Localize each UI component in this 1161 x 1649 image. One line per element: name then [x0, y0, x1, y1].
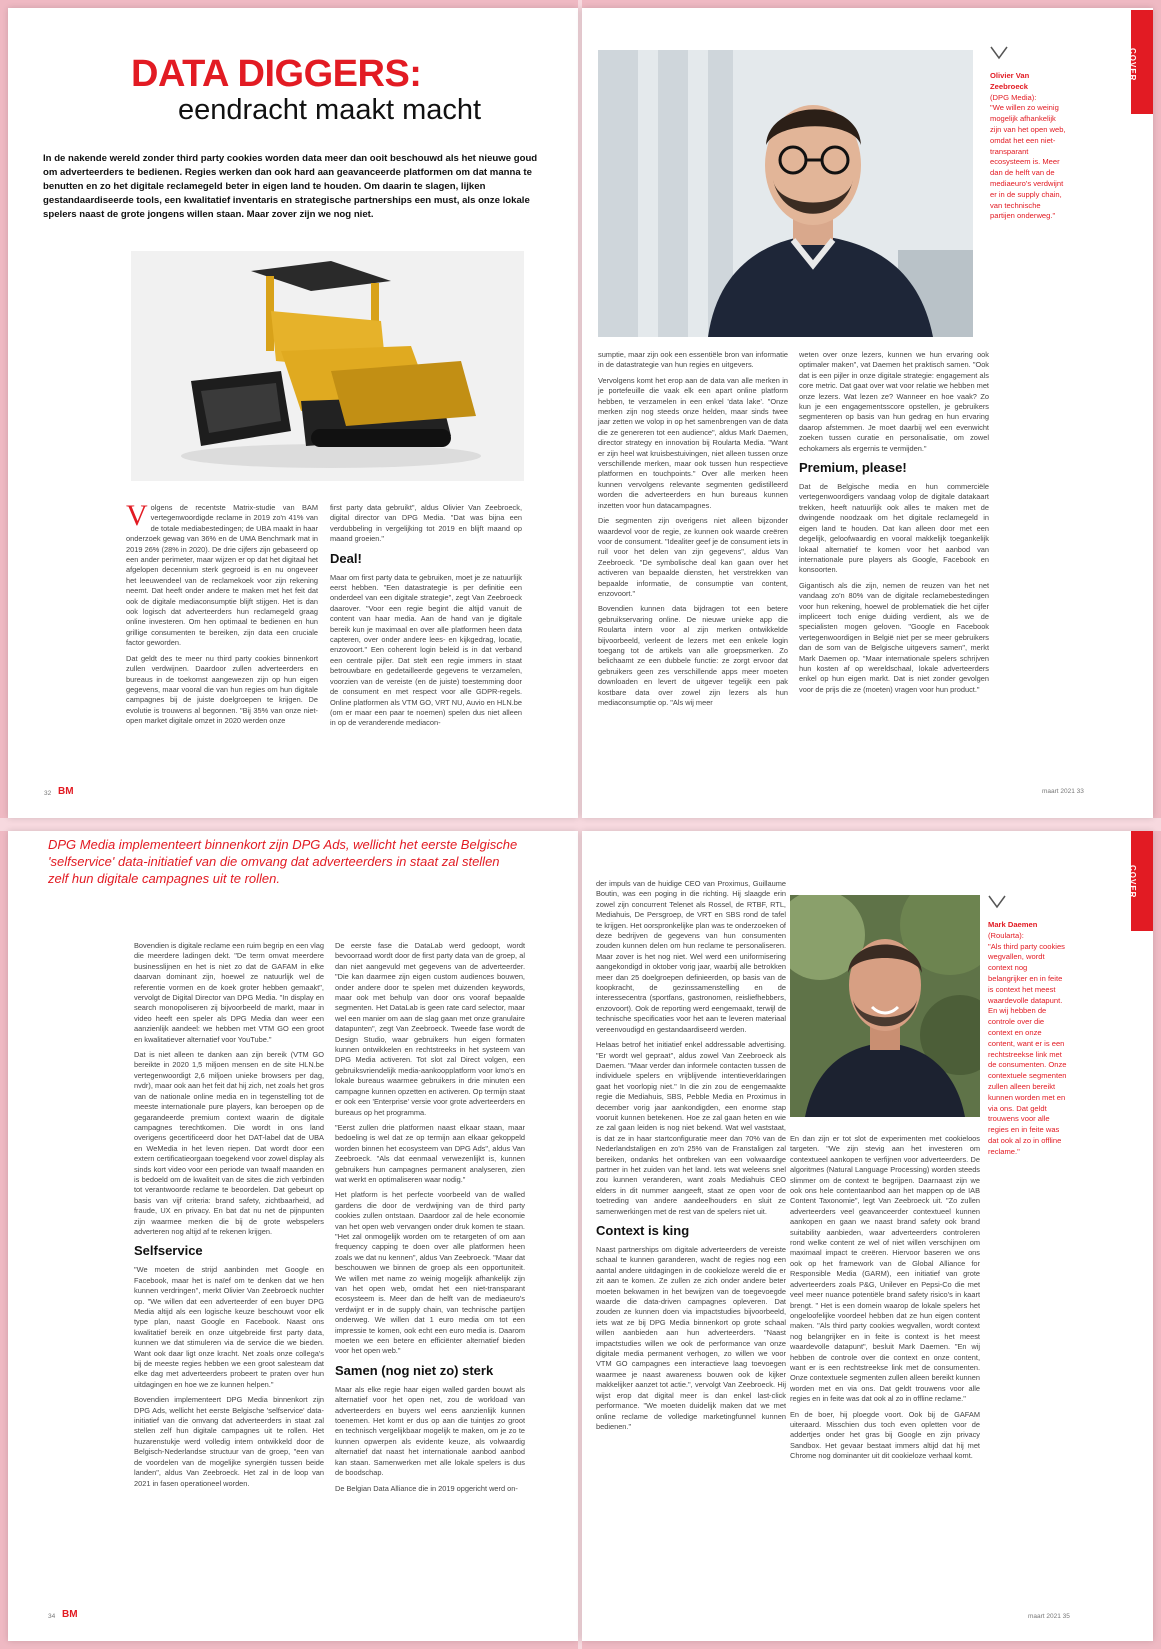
paragraph: Naast partnerships om digitale adverteerders de vereiste schaal te kunnen garanderen, wacht de regies nog een aantal andere uitdagingen in de cookieloze wereld die er zit aan te komen. Ze zullen ze zich onder andere beter moeten bekwamen in het bewijzen van de toegevoegde waarde die data-driven campagnes opleveren. Dat zouden ze kunnen doen via impactstudies bijvoorbeeld, iets wat ze bij DPG Media binnenkort op grote schaal willen aanbieden aan hun adverteerders. "Naast impactstudies willen we ook de performance van onze digitale media permanent verhogen, zo willen we voor VTM GO campagnes een interactieve laag toevoegen waarmee je naast awareness bouwen ook de kijker makkelijker aanzet tot actie.", vervolgt Van Zeebroeck. Hij wijst erop dat digital meer is dan enkel last-click performance. "We moeten duidelijk maken dat we met online reclame de volledige marketingfunnel kunnen bedienen." [596, 1245, 786, 1431]
quote-name: Mark Daemen [988, 920, 1038, 929]
page-35 [582, 831, 1153, 1641]
section-tab [1128, 831, 1153, 931]
section-heading: Premium, please! [799, 460, 907, 476]
text-column-2 [790, 1134, 980, 1467]
paragraph: Die segmenten zijn overigens niet alleen bijzonder waardevol voor de regie, ze kunnen ook waarde creëren voor de consument. "Idealiter geef je de consument iets in ruil voor het delen van zijn gegevens", aldus Van Zeebroeck. "De symbolische deal kan gaan over het activeren van bepaalde diensten, het verstrekken van bepaalde informatie, de consumptie van content, enzovoort." [598, 516, 788, 598]
pull-quote [988, 920, 1068, 1158]
text-column-1 [598, 350, 788, 713]
paragraph: De eerste fase die DataLab werd gedoopt, wordt bevoorraad wordt door de first party data van de groep, al dan niet aangevuld met gegevens van de adverteerder. "Die kan daarmee zijn eigen custom audiences bouwen, onder andere door te spelen met duizenden keywords, maar ook met behulp van door ons vooraf bepaalde segmenten. Het DataLab is geen rate card selector, maar wel een manier om aan de slag gaan met onze granulaire datapunten", zegt Van Zeebroeck. Tweede fase wordt de Design Studio, waar gebruikers hun eigen formaten kunnen ontwikkelen en rechtstreeks in het systeem van DPG Media activeren. Tot slot zal Direct volgen, een gebruiksvriendelijk media-aankoopplatform voor kmo's en lokale bureaus waarmee gebruikers in drie minuten een campagne kunnen opzetten en activeren. Op termijn staat er ook een 'Enterprise' versie voor grote adverteerders en bureaus op het programma. [335, 941, 525, 1117]
section-heading: Samen (nog niet zo) sterk [335, 1362, 494, 1378]
section-heading: Context is king [596, 1223, 690, 1238]
paragraph: Dat is niet alleen te danken aan zijn bereik (VTM GO bereikte in 2020 1,5 miljoen mensen en de site HLN.be vertegenwoordigt 2,6 miljoen unieke browsers per dag, nvdr), maar ook aan het feit dat hij zich, net zoals het gros van de nationale online media en in tegenstelling tot de meeste internationale pure players, kan beroepen op de gegarandeerde premium context waarin de digitale campagnes terechtkomen. Die wordt in ons land overigens gecertificeerd door het DAT-label dat de UBA en WeMedia in het leven riepen. Dat wordt door een extern certificatieorgaan toegekend voor zowel display als sinds kort video voor een periode van twaalf maanden en is bedoeld om de kwaliteit van de sites die zich verbinden tot verantwoorde reclame te beoordelen. Dat gebeurt op basis van vijf criteria: brand safety, zichtbaarheid, ad fraude, UX en privacy. En bat dat nu net de pijnpunten zijn waarmee merken die bij de grote webspelers adverteren nog altijd af te rekenen krijgen. [134, 1050, 324, 1236]
quote-name: Olivier Van Zeebroeck [990, 71, 1030, 91]
paragraph: Bovendien is digitale reclame een ruim begrip en een vlag die meerdere ladingen dekt. "De term omvat meerdere businesslijnen en het is niet zo dat de GAFAM in elke daarvan dominant zijn, hoewel ze natuurlijk wel de referentie vormen en de koek groter hebben gemaakt", vervolgt de Digital Director van DPG Media. "In display en search monopoliseren zij bijvoorbeeld de markt, maar in video heeft een speler als DPG Media dan weer een aanzienlijk aandeel: we hebben met VTM GO een groot en kwalitatiever alternatief voor YouTube." [134, 941, 324, 1044]
mini-loader-image [131, 251, 524, 481]
article-subtitle: eendracht maakt macht [178, 94, 482, 126]
chevron-down-icon [990, 46, 1008, 60]
section-tab [1128, 10, 1153, 114]
paragraph: Dat geldt des te meer nu third party cookies binnenkort zullen verdwijnen. Daardoor zullen adverteerders en bureaus in de toekomst aangewezen zijn op hun eigen gegevens, maar vooral die van hun regies om hun digitale campagnes bij de juiste doelgroepen te krijgen. De evolutie is trouwens al begonnen. "Bij 35% van onze niet-open market digitale omzet in 2020 werden onze [126, 653, 318, 726]
page-number: 32 [44, 790, 52, 797]
paragraph: Dat de Belgische media en hun commerciële vertegenwoordigers vandaag volop de digitale datakaart trekken, heeft natuurlijk ook alles te maken met de dwingende noodzaak om het digitale reclamegeld in eigen land te houden. Dat kan alleen door met een degelijk, geloofwaardig en vooral makkelijk toegankelijk lokaal alternatief te komen voor het aanbod van internationale pure players als Google, Facebook en konsoorten. [799, 482, 989, 575]
paragraph: Vervolgens komt het erop aan de data van alle merken in je portefeuille die vaak elk een apart online platform hebben, te verzamelen in een enkel 'data lake'. "Onze merken zijn nog steeds onze helden, maar sinds twee jaar zetten we volop in op het samenbrengen van de data die ze genereren tot een audience", aldus Mark Daemen, director strategy en innovation bij Roularta Media. "Want er zijn heel wat kruisbestuivingen, niet alleen tussen onze verschillende merken, maar ook tussen hun respectieve platformen en touchpoints." Over alle merken heen kunnen vervolgens relevante segmenten gedistilleerd worden die adverteerders en hun bureaus kunnen inzetten voor hun datacampagnes. [598, 375, 788, 510]
paragraph: "We moeten de strijd aanbinden met Google en Facebook, maar het is naïef om te denken dat we hen kunnen verdringen", merkt Olivier Van Zeebroeck nuchter op. "We willen dat een adverteerder of een buyer DPG Media altijd als een logische keuze beschouwt voor elk type plan, naast Google en Facebook. Naast ons kwalitatief bereik en onze uitgebreide first party data, kunnen we dat stimuleren via de service die we bieden. Want ook daar ligt onze kracht. Net zoals onze collega's bij de meeste regies hebben we een groot salesteam dat elke dag met adverteerders probeert te praten over hun uitdagingen en hoe we ze kunnen helpen." [134, 1265, 324, 1389]
portrait-mark-daemen [790, 895, 980, 1117]
text-column-1 [596, 879, 786, 1437]
paragraph: Gigantisch als die zijn, nemen de reuzen van het net vandaag zo'n 80% van de digitale reclamebestedingen voor hun rekening, hoewel de problematiek die het cijfer impliceert toch enige duiding verdient, als we de specialisten mogen geloven. "Google en Facebook vertegenwoordigen in België niet per se meer gebruikers dan de som van de Belgische uitgevers samen", merkt Mark Daemen op. "Maar internationale spelers schrijven hun kosten af op wereldschaal, lokale adverteerders enkel op hun eigen markt. Dat is niet zonder gevolgen voor de prijs die ze (moeten) vragen voor hun product." [799, 580, 989, 694]
quote-org: (Roularta): [988, 930, 1024, 940]
text-column-2 [330, 503, 522, 734]
quote-org: (DPG Media): [990, 92, 1037, 102]
paragraph: De Belgian Data Alliance die in 2019 opgericht werd on- [335, 1483, 518, 1493]
section-heading: Selfservice [134, 1243, 203, 1259]
paragraph: Helaas betrof het initiatief enkel addressable advertising. "Er wordt wel gepraat", aldus zowel Van Zeebroeck als Daemen. "Maar verder dan informele contacten tussen de individuele spelers en vrijblijvende intentieverklaringen gaat het voorlopig niet." In die zin zou de eengemaakte regie die Mediahuis, SBS, Pebble Media en Proximus in december vorig jaar aankondigden, een enorme stap vooruit kunnen betekenen. Hoe ze zal gaan heten en wie ze zal gaan leiden is nog niet bekend. Wat wel vaststaat, is dat ze in haar startconfiguratie meer dan 70% van de Nederlandstaligen en zo'n 25% van de Franstaligen zal bereiken, ondanks het ontbreken van een volwaardige partner in het zuiden van het land. Iets wat weleens snel zou kunnen veranderen, want zoals Mediahuis CEO elders in dit nummer aangeeft, staat ze open voor de toetreding van andere aandeelhouders en sluit ze samenwerkingen met de rest van de spelers niet uit. [596, 1040, 786, 1216]
paragraph: der impuls van de huidige CEO van Proximus, Guillaume Boutin, was een poging in die richting. Hij slaagde erin zowel zijn concurrent Telenet als Rossel, de RTBF, RTL, Mediahuis, De Persgroep, de VRT en SBS rond de tafel te krijgen. Het oorspronkelijke plan was te onderzoeken of deze bedrijven de gegevens van hun consumenten zouden kunnen delen om hun reclame te personaliseren. Maar zover is het nog niet. Wel werd een uniformisering aangekondigd in oktober vorig jaar, waarbij alle betrokken meer dan 25 doelgroepen definieerden, op basis van de koopkracht, de gezinssamenstelling en de interessecentra (sportfans, gastronomen, reisliefhebbers, enzovoort). Ook de reporting werd eengemaakt, terwijl de technische specificaties voor het aan te leveren materiaal vereenvoudigd en gestandaardiseerd werden. [596, 879, 786, 1034]
paragraph: Het platform is het perfecte voorbeeld van de walled gardens die door de verdwijning van de third party cookies zullen ontstaan. Daardoor zal de hele economie van het open web vervangen onder druk komen te staan. "Het zal onmogelijk worden om te retargeten of om aan frequency capping te doen over alle platformen heen zoals we dat nu kennen", aldus Van Zeebroeck. "Maar dat beschouwen we binnen de groep als een opportuniteit. We willen met name zo weinig mogelijk afhankelijk zijn van het open web, omdat het een niet-transparant ecosysteem is. Meer dan de helft van de mediaeuro's verdwijnt er in de supply chain, van technische partijen onderweg. We willen dat 1 euro media om tot een impressie te komen, ook echt een euro media is. Daarom moeten we een betere en efficiënter alternatief bieden voor het open web." [335, 1190, 525, 1356]
paragraph: Bovendien kunnen data bijdragen tot een betere gebruikservaring online. De nieuwe unieke app die Roularta intern voor al zijn merken ontwikkelde bijvoorbeeld, verleent de lezers met een enkele login toegang tot de artikels van alle groepsmerken. Zo belichaamt ze een dubbele functie: ze zorgt ervoor dat gebruikers geen zes verschillende apps meer moeten downloaden en levert de uitgever tegelijk een pak kostbare data over zowel zijn lezers als hun mediaconsumptie op. "Als wij meer [598, 604, 788, 707]
page-33 [582, 8, 1153, 818]
page-number: 34 [48, 1613, 56, 1620]
pull-quote [990, 71, 1066, 222]
section-tab-label: COVER [1128, 865, 1137, 899]
paragraph: olgens de recentste Matrix-studie van BAM vertegenwoordigde reclame in 2019 zo'n 41% van de totale mediabestedingen; de UBA maakt in haar onderzoek gewag van 36% en de UMA Benchmark mat in 2019 26% (28% in 2020). De drie cijfers zijn gebaseerd op een ander perimeter, maar wijzen er op dat het digitaal het afgelopen decennium sterk gegroeid is en nu ongeveer het leeuwendeel van de reclamekoek voor zijn rekening neemt. Dat heeft onder andere te maken met het feit dat ook de digitale mediaconsumptie blijft stijgen. Het is dan ook logisch dat adverteerders hun reclamegeld graag online investeren. Om hen optimaal te bedienen en hun grillige consumenten te bereiken, zijn data een cruciale factor geworden. [126, 503, 318, 648]
quote-text: "We willen zo weinig mogelijk afhankelijk zijn van het open web, omdat het een niet-transparant ecosysteem is. Meer dan de helft van de mediaeuro's verdwijnt er in de supply chain, van technische partijen onderweg." [990, 103, 1066, 221]
drop-cap: V [126, 499, 148, 532]
paragraph: Maar om first party data te gebruiken, moet je ze natuurlijk eerst hebben. "Een datastrategie is per definitie een onderdeel van een digitale strategie", zegt Van Zeebroeck daarover. "Voor een regie begint die altijd vanuit de content van haar media. Aan de hand van je digitale bereik kun je maximaal en over alle platformen heen data capteren, over onder andere lees- en kijkgedrag, locatie, enzovoort." Een coherent login beleid is in dat verband een centrale pijler. Dat stelt een regie immers in staat betrouwbare en gedetailleerde gegevens te verzamelen, voorzien van de vereiste (en de juiste) toestemming door de consument en met respect voor alle GDPR-regels. Online platformen als VTM GO, VRT NU, Auvio en HLN.be (om er maar een paar te noemen) spelen dus niet alleen in op de veranderende mediacon- [330, 572, 522, 728]
paragraph: weten over onze lezers, kunnen we hun ervaring ook optimaler maken", vat Daemen het praktisch samen. "Ook dat is een pijler in onze digitale strategie: engagement als core metric. Dat gaat over wat voor relatie we hebben met onze lezers. Wat lezen ze? Wanneer en hoe vaak? Zo kun je een engagementsscore opstellen, je gebruikers segmenteren op basis van hun gedrag en hun ervaring daarop afstemmen. Je moet daarbij wel een evenwicht zoeken tussen curatie en personalisatie, om zowel echokamers als ergernis te vermijden." [799, 350, 989, 453]
text-column-1 [126, 499, 318, 732]
magazine-logo: BM [62, 1609, 78, 1620]
magazine-logo: BM [58, 786, 74, 797]
page-34 [8, 831, 578, 1641]
paragraph: En dan zijn er tot slot de experimenten met cookieloos targeten. "We zijn stevig aan het investeren om contextueel aankopen te verfijnen voor adverteerders. De algoritmes (Natural Language Processing) worden steeds slimmer om de context te begrijpen. Daarnaast zijn we ook ons hele contentaanbod aan het mappen op de IAB Content Taxonomie", legt Van Zeebroeck uit. "Zo zullen adverteerders veel geavanceerder contextueel kunnen aankopen en gaan we naast brand safety ook brand suitability aanbieden, waar adverteerders controleren rond welke content ze wel of niet willen verschijnen om maximaal impact te creëren. Hiervoor baseren we ons ook op het framework van de Global Alliance for Responsible Media (GARM), een initiatief van grote adverteerders zoals P&G, Unilever en Pepsi-Co die met veel meer nuance potentiële brand safety risico's in kaart brengt. " Het is een domein waarop de lokale spelers het ongeloofelijke voordeel hebben dat ze hun eigen content maken. "Als third party cookies wegvallen, wordt context nog belangrijker en in feite is context is het meest waardevolle datapunt", besluit Mark Daemen. "En wij hebben de controle over die context en onze content, want er is een rechtstreekse link met de consumenten. Onze contextuele segmenten zullen alleen bereikt kunnen worden met en via ons. Dat geldt trouwens voor alle regies en in feite was dat ook al zo in offline reclame." [790, 1134, 980, 1404]
text-column-2 [799, 350, 989, 700]
section-tab-label: COVER [1128, 48, 1137, 82]
paragraph: En de boer, hij ploegde voort. Ook bij de GAFAM uiteraard. Misschien dus toch even opletten voor de addertjes onder het gras bij Google en zijn privacy Sandbox. Het gevaar bestaat immers altijd dat hij met Chrome nog dominanter uit dit cookieloze verhaal komt. [790, 1409, 980, 1461]
text-column-2 [335, 941, 525, 1499]
article-title: DATA DIGGERS: [131, 53, 422, 95]
paragraph: Bovendien implementeert DPG Media binnenkort zijn DPG Ads, wellicht het eerste Belgische 'selfservice' data-initiatief van die omvang dat adverteerders in staat zal stellen zelf hun digitale campagnes uit te rollen. Het huzarenstukje werd volledig intern ontwikkeld door de Belgisch-Nederlandse structuur van de groep, "een van de voordelen van de mogelijke synergiën tussen beide landen", aldus Van Zeebroeck. Het zal in de loop van 2021 in fasen operationeel worden. [134, 1395, 324, 1488]
page-number: maart 2021 33 [1042, 788, 1084, 795]
paragraph: first party data gebruikt", aldus Olivier Van Zeebroeck, digital director van DPG Media. "Dat was bijna een verdubbeling in vergelijking tot 2019 en blijft maand op maand groeien." [330, 503, 522, 544]
intro-pull-quote: DPG Media implementeert binnenkort zijn DPG Ads, wellicht het eerste Belgische 'selfservice' data-initiatief van die omvang dat adverteerders in staat zal stellen zelf hun digitale campagnes uit te rollen. [48, 837, 518, 886]
quote-text: "Als third party cookies wegvallen, wordt context nog belangrijker en in feite is context het meest waardevolle datapunt. En wij hebben de controle over die context en onze content, want er is een rechtstreekse link met de consumenten. Onze contextuele segmenten zullen alleen bereikt kunnen worden met en via ons. Dat geldt trouwens voor alle regies en in feite was dat ook al zo in offline reclame." [988, 941, 1067, 1156]
chevron-down-icon [988, 895, 1006, 909]
article-lead: In de nakende wereld zonder third party cookies worden data meer dan ooit beschouwd als het nieuwe goud om adverteerders te bedienen. Regies werken dan ook hard aan geavanceerde platformen om dat manna te benutten en zo het digitale reclamegeld beter in eigen land te houden. Om daarin te slagen, lijken gestandaardiseerde tools, een kwalitatief inventaris en strategische partnerships een must, als onze lokale spelers naast de grote jongens willen staan. Maar zover zijn we nog niet. [43, 153, 538, 220]
paragraph: sumptie, maar zijn ook een essentiële bron van informatie in de datastrategie van hun regies en uitgevers. [598, 350, 788, 370]
page-number: maart 2021 35 [1028, 1613, 1070, 1620]
page-32 [8, 8, 578, 818]
paragraph: "Eerst zullen drie platformen naast elkaar staan, maar bedoeling is wel dat ze op termijn aan elkaar gekoppeld worden binnen het ecosysteem van DPG Ads", aldus Van Zeebroeck. "Als dat eenmaal verwezenlijkt is, kunnen gebruikers hun campagnes permanent analyseren, zien wat werkt en optimaliseren waar nodig." [335, 1122, 525, 1184]
paragraph: Maar als elke regie haar eigen walled garden bouwt als alternatief voor het open net, zou de workload van adverteerders en buyers wel eens aanzienlijk kunnen toenemen. Het komt er dus op aan die tuintjes zo groot en technisch vergelijkbaar mogelijk te maken, om je zo te kunnen opwerpen als evidente keuze, als volwaardig alternatief dat naast het internationale aanbod aanbod kan staan. Samenwerken met alle lokale spelers is dus de boodschap. [335, 1384, 525, 1478]
portrait-van-zeebroeck [598, 50, 973, 337]
text-column-1 [134, 941, 324, 1494]
section-heading: Deal! [330, 550, 362, 566]
